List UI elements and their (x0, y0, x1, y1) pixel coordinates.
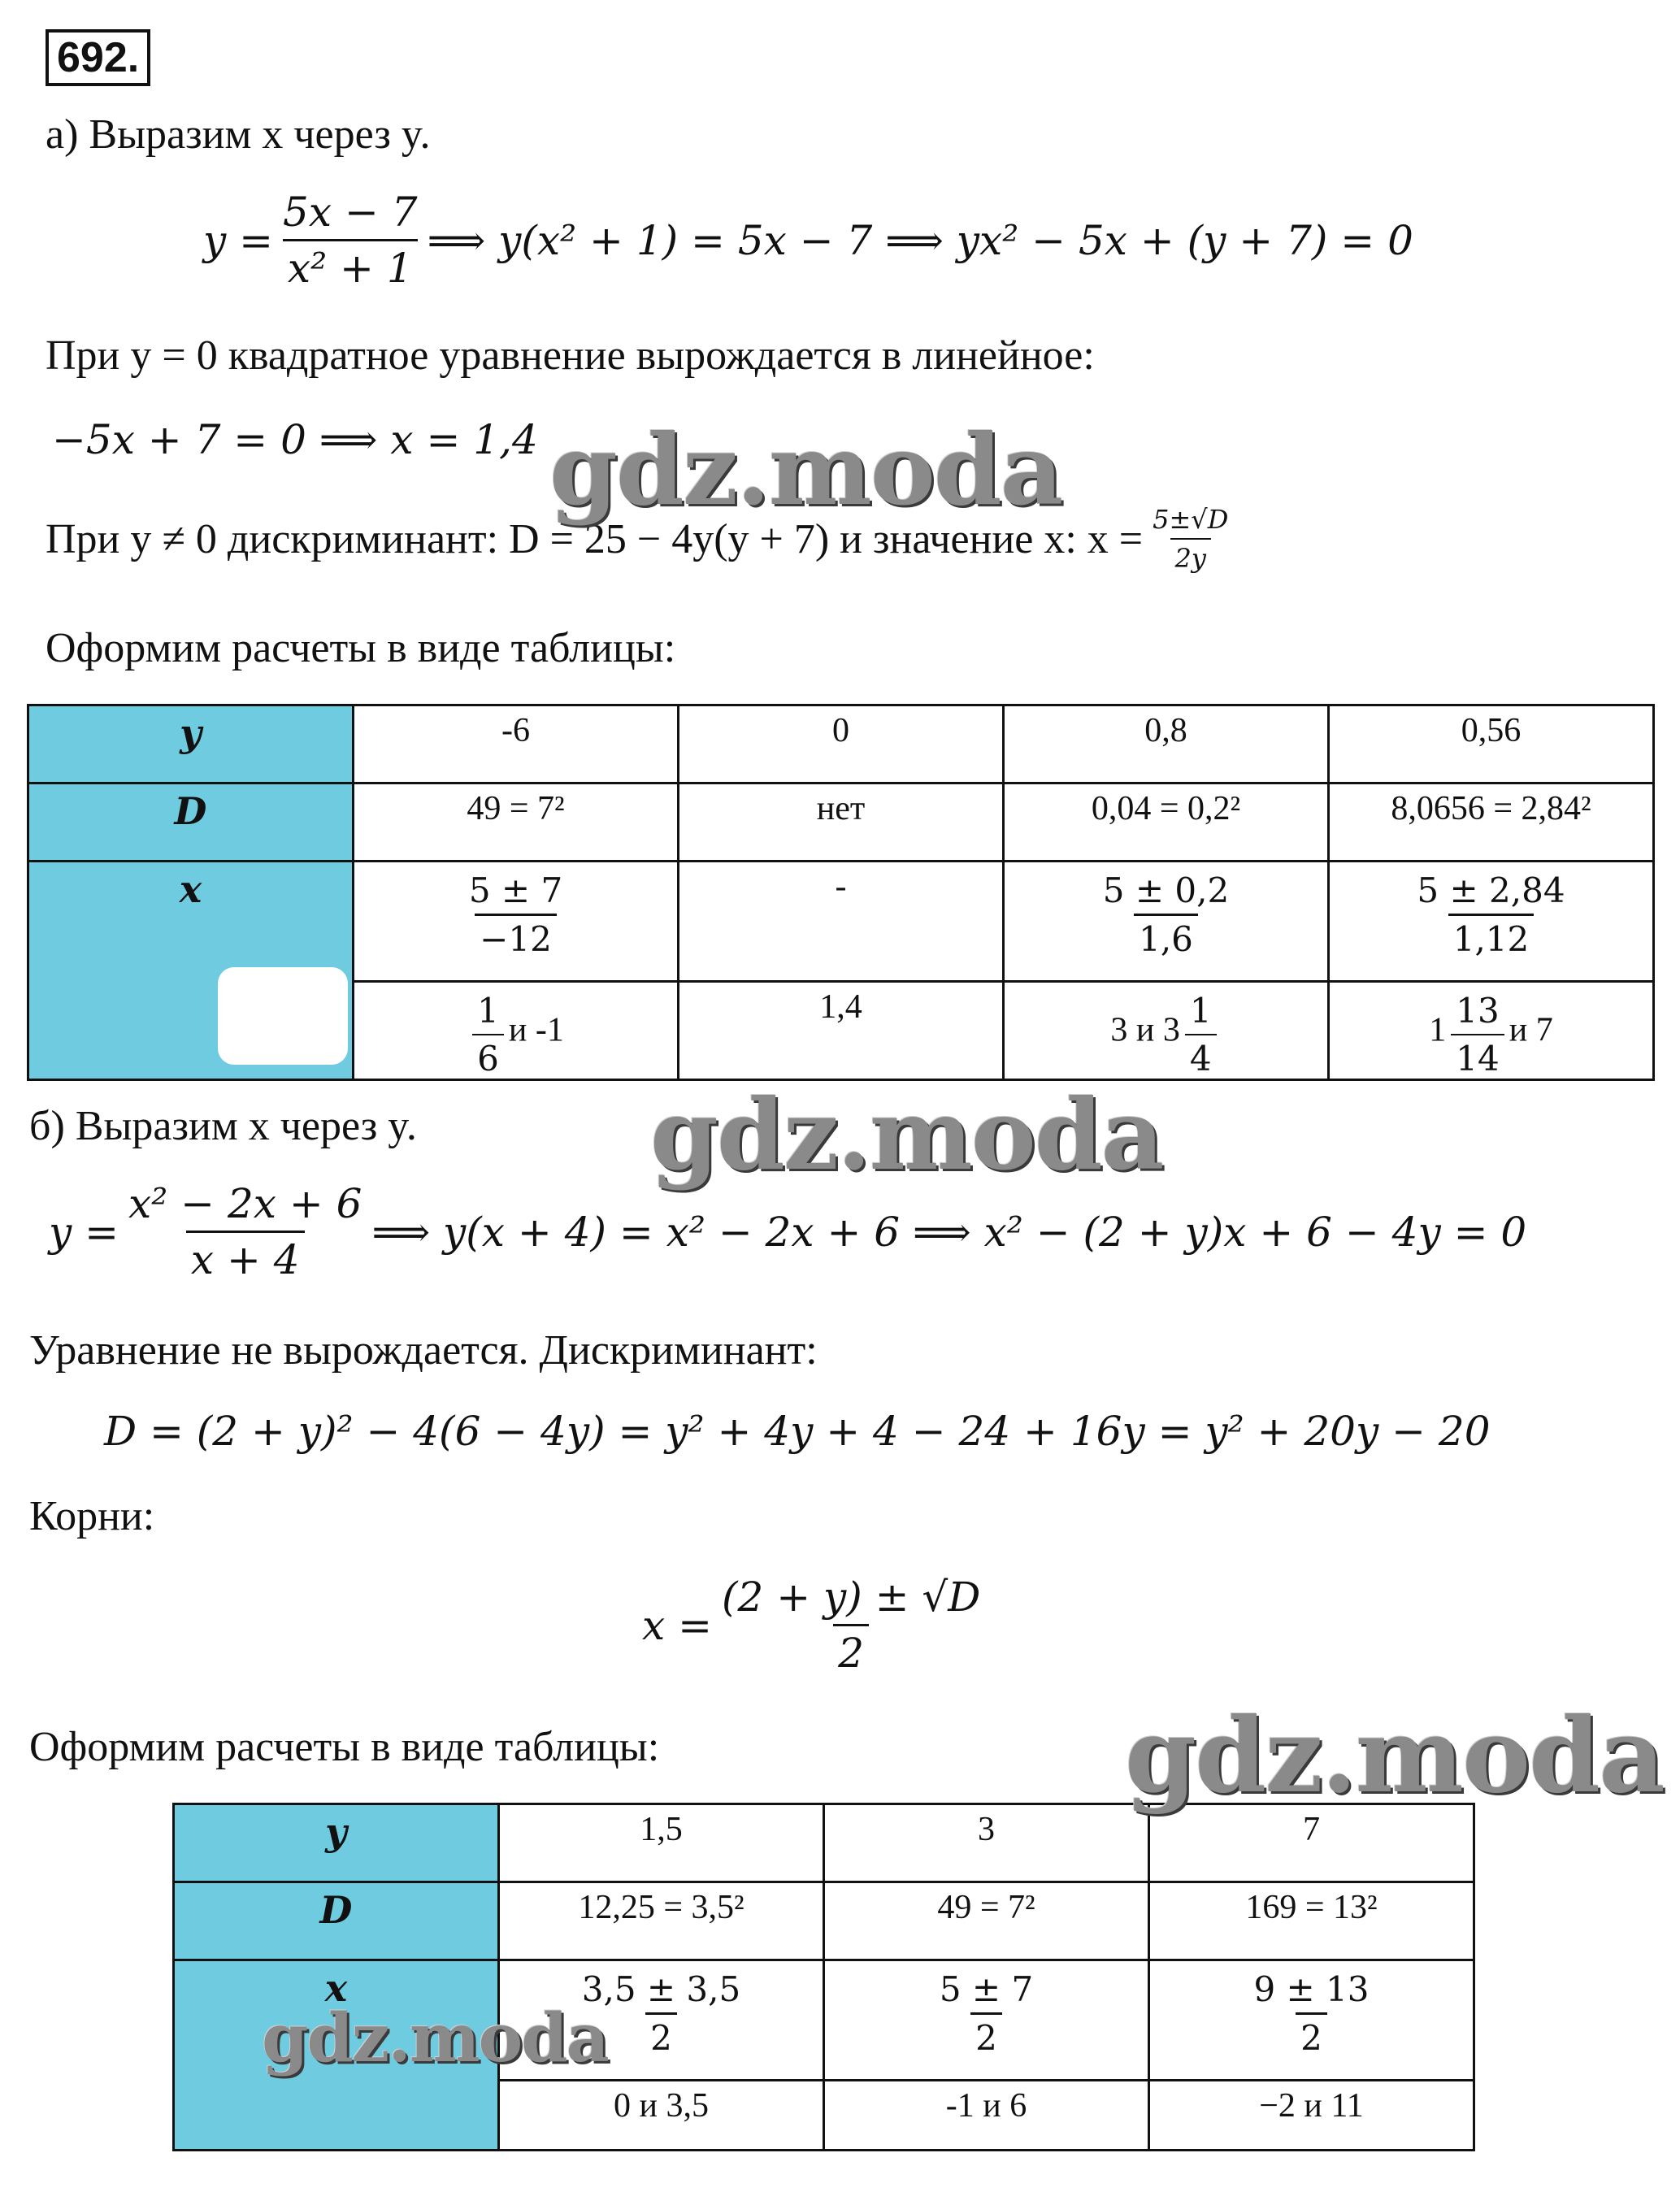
watermark: gdz.moda (650, 1078, 1163, 1192)
x-expr (1098, 870, 1234, 959)
x-expr-num: 9 ± 13 (1253, 1969, 1370, 2009)
watermark: gdz.moda (1125, 1695, 1664, 1816)
table-cell: нет (679, 783, 1004, 862)
table-cell: 49 = 7² (354, 783, 679, 862)
y-label: y (28, 705, 354, 783)
table-cell: 3 (824, 1804, 1149, 1882)
linear-equation: −5x + 7 = 0 ⟹ x = 1,4 (52, 416, 538, 463)
table-cell: 0,04 = 0,2² (1004, 783, 1329, 862)
table-cell: 0,56 (1329, 705, 1654, 783)
table-cell (1149, 1960, 1474, 2081)
eq-lhs: y = (49, 1208, 119, 1256)
part-a-equation (203, 189, 1413, 292)
table-cell: 1,5 (499, 1804, 824, 1882)
discriminant-formula: D = (2 + y)² − 4(6 − 4y) = y² + 4y + 4 − 24 + 16y = y² + 20y − 20 (104, 1408, 1491, 1455)
part-b-equation (49, 1180, 1526, 1283)
x-expr-den: 1,12 (1448, 914, 1535, 959)
part-a-heading: а) Выразим x через y. (46, 111, 431, 158)
roots-fraction (717, 1573, 985, 1677)
roots-frac-den: 2 (833, 1624, 869, 1677)
table-cell: 0 и 3,5 (499, 2081, 824, 2151)
watermark: gdz.moda (262, 1999, 608, 2077)
x-expr (935, 1969, 1038, 2058)
table-cell: - (679, 862, 1004, 982)
roots-lhs: x = (642, 1601, 712, 1649)
table-cell (354, 862, 679, 982)
eq-fraction (278, 189, 423, 292)
root-frac (1451, 991, 1504, 1079)
y-label: y (174, 1804, 499, 1882)
x-expr-den: −12 (475, 914, 557, 959)
eq-frac-den: x² + 1 (283, 239, 418, 292)
root-frac-den: 4 (1185, 1034, 1217, 1079)
table-cell: 49 = 7² (824, 1882, 1149, 1960)
root-prefix: 1 (1429, 1011, 1447, 1049)
table-cell: 8,0656 = 2,84² (1329, 783, 1654, 862)
root-suffix: и 7 (1509, 1011, 1553, 1049)
eq-fraction (124, 1180, 367, 1283)
d-label: D (174, 1882, 499, 1960)
root-frac-num: 13 (1456, 991, 1500, 1031)
eq-rest: ⟹ y(x² + 1) = 5x − 7 ⟹ yx² − 5x + (y + 7) = 0 (427, 216, 1413, 264)
line-y-zero: При y = 0 квадратное уравнение вырождается в линейное: (46, 332, 1095, 379)
table-b (172, 1803, 1475, 2151)
table-cell (1329, 862, 1654, 982)
table-cell: 12,25 = 3,5² (499, 1882, 824, 1960)
eq-lhs: y = (203, 216, 274, 264)
table-cell: -6 (354, 705, 679, 783)
watermark: gdz.moda (549, 413, 1062, 527)
table-cell: 169 = 13² (1149, 1882, 1474, 1960)
x-expr-den: 2 (645, 2012, 677, 2058)
eq-rest: ⟹ y(x + 4) = x² − 2x + 6 ⟹ x² − (2 + y)x + 6 − 4y = 0 (371, 1208, 1527, 1256)
table-a-row-d (28, 783, 1654, 862)
d-label: D (28, 783, 354, 862)
table-cell: -1 и 6 (824, 2081, 1149, 2151)
x-label: x (28, 862, 354, 1080)
x-expr-num: 5 ± 7 (468, 870, 563, 910)
erased-patch (218, 967, 348, 1065)
x-expr-den: 1,6 (1134, 914, 1198, 959)
root-suffix: и -1 (508, 1011, 564, 1049)
x-frac-den: 2y (1170, 538, 1211, 574)
table-cell: 0,8 (1004, 705, 1329, 783)
table-cell (354, 982, 679, 1080)
x-expr-num: 5 ± 0,2 (1102, 870, 1230, 910)
roots-formula (642, 1573, 990, 1677)
eq-frac-num: x² − 2x + 6 (128, 1180, 362, 1227)
x-frac-num: 5±√D (1153, 504, 1229, 535)
table-cell: 7 (1149, 1804, 1474, 1882)
table-cell (1004, 862, 1329, 982)
root-frac-den: 6 (472, 1034, 504, 1079)
table-cell: 1,4 (679, 982, 1004, 1080)
table-a-row-y (28, 705, 1654, 783)
table-b-row-d (174, 1882, 1474, 1960)
table-a-intro: Оформим расчеты в виде таблицы: (46, 625, 676, 671)
eq-frac-num: 5x − 7 (283, 189, 418, 236)
x-expr-den: 2 (970, 2012, 1002, 2058)
table-cell (824, 1960, 1149, 2081)
x-expr-num: 3,5 ± 3,5 (581, 1969, 741, 2009)
problem-number: 692. (46, 29, 150, 86)
root-prefix: 3 и 3 (1110, 1011, 1180, 1049)
table-a-row-x (28, 862, 1654, 982)
x-expr (1412, 870, 1569, 959)
root-frac-num: 1 (1189, 991, 1212, 1031)
x-expr (1248, 1969, 1374, 2058)
table-b-intro: Оформим расчеты в виде таблицы: (29, 1724, 660, 1770)
root-frac-num: 1 (477, 991, 499, 1031)
root-frac (1185, 991, 1217, 1079)
roots-label: Корни: (29, 1493, 155, 1539)
x-expr (464, 870, 567, 959)
table-cell (1004, 982, 1329, 1080)
table-cell: 0 (679, 705, 1004, 783)
x-label: x (174, 1960, 499, 2151)
eq-frac-den: x + 4 (186, 1231, 305, 1283)
discriminant-text: При y ≠ 0 дискриминант: D = 25 − 4y(y + 7) и значение x: x = (46, 515, 1144, 562)
x-fraction (1148, 504, 1233, 574)
part-b-heading: б) Выразим x через y. (29, 1103, 417, 1149)
no-degenerate-line: Уравнение не вырождается. Дискриминант: (29, 1327, 818, 1374)
roots-frac-num: (2 + y) ± √D (722, 1573, 981, 1621)
root-frac-den: 14 (1451, 1034, 1504, 1079)
root-frac (472, 991, 504, 1079)
x-expr-num: 5 ± 7 (939, 1969, 1034, 2009)
table-cell: −2 и 11 (1149, 2081, 1474, 2151)
x-expr-num: 5 ± 2,84 (1417, 870, 1565, 910)
table-cell (1329, 982, 1654, 1080)
x-expr-den: 2 (1296, 2012, 1327, 2058)
